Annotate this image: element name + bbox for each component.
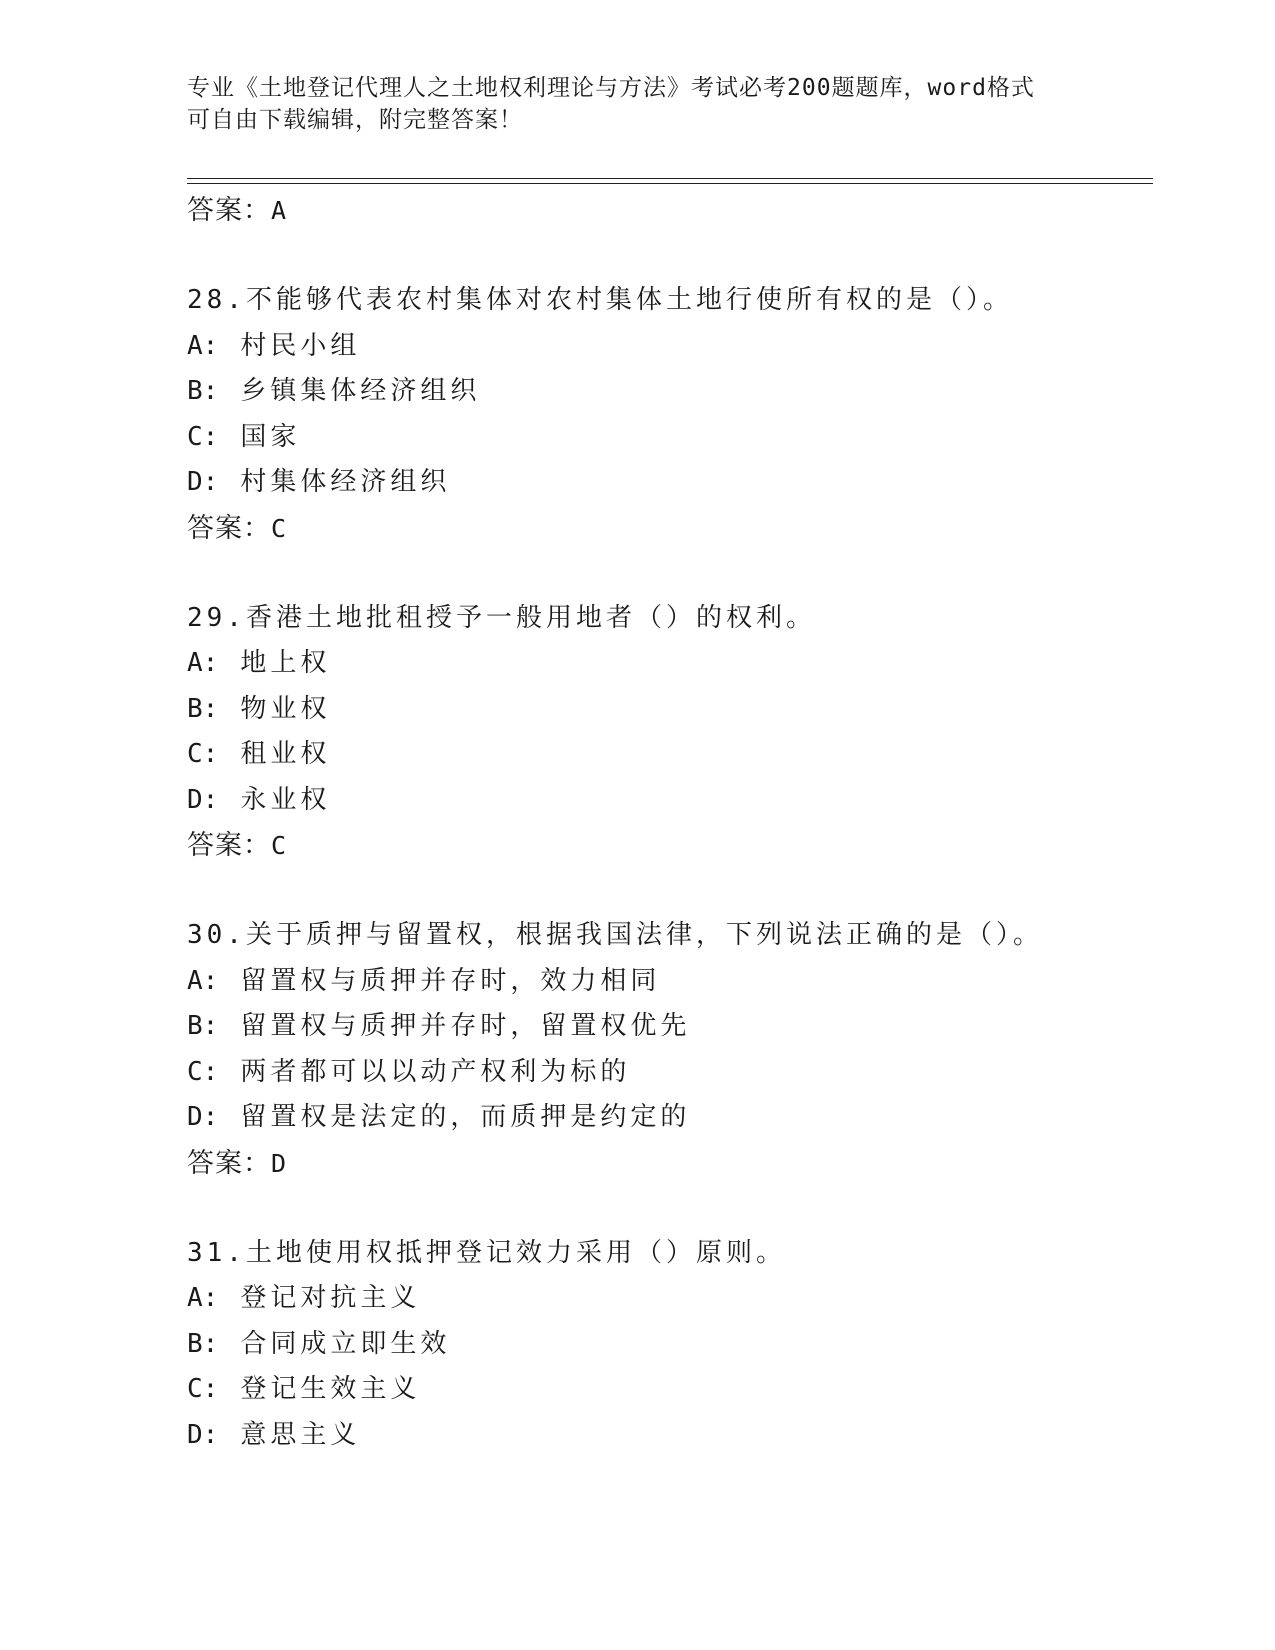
answer-key: A: [271, 196, 288, 225]
option-letter: D:: [187, 784, 219, 815]
option-text: 租业权: [240, 739, 331, 769]
question-spacer: [187, 234, 1167, 278]
answer-line: [187, 188, 1167, 234]
option-c: [187, 1050, 1167, 1096]
header-divider-bottom: [187, 183, 1153, 184]
option-letter: C:: [187, 1374, 219, 1404]
question-list: [187, 188, 1167, 1458]
document-header: [187, 72, 1067, 136]
option-letter: D:: [187, 467, 219, 497]
answer-key: D: [271, 1148, 288, 1178]
option-letter: B:: [187, 693, 219, 724]
header-divider-top: [187, 178, 1153, 179]
answer-line: [187, 506, 1167, 552]
option-d: [187, 778, 1167, 824]
option-a: [187, 1276, 1167, 1322]
option-a: [187, 641, 1167, 687]
option-letter: C:: [187, 739, 219, 769]
answer-label: 答案：: [187, 195, 271, 226]
option-letter: B:: [187, 376, 219, 406]
answer-key: C: [271, 513, 288, 543]
option-a: [187, 959, 1167, 1005]
option-d: [187, 1413, 1167, 1459]
answer-key: C: [271, 831, 288, 860]
option-c: [187, 1367, 1167, 1413]
question-block: [187, 913, 1167, 1187]
answer-line: [187, 823, 1167, 869]
option-c: [187, 732, 1167, 778]
option-letter: B:: [187, 1328, 219, 1359]
answer-line: [187, 1141, 1167, 1187]
header-line-1: 专业《土地登记代理人之土地权利理论与方法》考试必考200题题库，word格式: [187, 75, 1035, 101]
answer-label: 答案：: [187, 830, 271, 861]
answer-label: 答案：: [187, 512, 271, 544]
answer-label: 答案：: [187, 1147, 271, 1179]
option-c: [187, 415, 1167, 461]
option-text: 登记对抗主义: [240, 1283, 421, 1313]
option-d: [187, 460, 1167, 506]
option-letter: C:: [187, 421, 219, 452]
question-stem: 30.关于质押与留置权，根据我国法律，下列说法正确的是（）。: [187, 920, 1043, 950]
option-b: [187, 1004, 1167, 1050]
question-spacer: [187, 869, 1167, 913]
option-letter: C:: [187, 1056, 219, 1087]
header-line-2: 可自由下载编辑，附完整答案！: [187, 107, 523, 133]
option-text: 两者都可以以动产权利为标的: [240, 1056, 631, 1087]
option-text: 永业权: [240, 784, 331, 815]
option-text: 留置权是法定的，而质押是约定的: [240, 1102, 691, 1132]
option-text: 国家: [240, 421, 301, 452]
option-text: 留置权与质押并存时，效力相同: [240, 965, 661, 996]
option-letter: A:: [187, 648, 219, 678]
option-letter: A:: [187, 330, 219, 361]
option-text: 乡镇集体经济组织: [240, 376, 481, 406]
option-b: [187, 1322, 1167, 1368]
option-text: 留置权与质押并存时，留置权优先: [240, 1011, 691, 1041]
option-text: 物业权: [240, 693, 331, 724]
question-stem: 28.不能够代表农村集体对农村集体土地行使所有权的是（）。: [187, 285, 1013, 315]
question-block: [187, 596, 1167, 870]
option-text: 登记生效主义: [240, 1374, 421, 1404]
option-letter: D:: [187, 1419, 219, 1450]
option-b: [187, 687, 1167, 733]
question-stem: 29.香港土地批租授予一般用地者（）的权利。: [187, 602, 816, 633]
option-text: 村民小组: [240, 330, 361, 361]
option-text: 村集体经济组织: [240, 467, 451, 497]
question-spacer: [187, 552, 1167, 596]
option-a: [187, 324, 1167, 370]
question-block: [187, 1231, 1167, 1459]
option-text: 合同成立即生效: [240, 1328, 451, 1359]
question-stem: 31.土地使用权抵押登记效力采用（）原则。: [187, 1237, 786, 1268]
option-text: 地上权: [240, 648, 331, 678]
question-block: [187, 278, 1167, 552]
option-b: [187, 369, 1167, 415]
option-letter: D:: [187, 1102, 219, 1132]
option-text: 意思主义: [240, 1419, 361, 1450]
option-letter: A:: [187, 1283, 219, 1313]
option-letter: A:: [187, 965, 219, 996]
option-letter: B:: [187, 1011, 219, 1041]
option-d: [187, 1095, 1167, 1141]
question-spacer: [187, 1187, 1167, 1231]
